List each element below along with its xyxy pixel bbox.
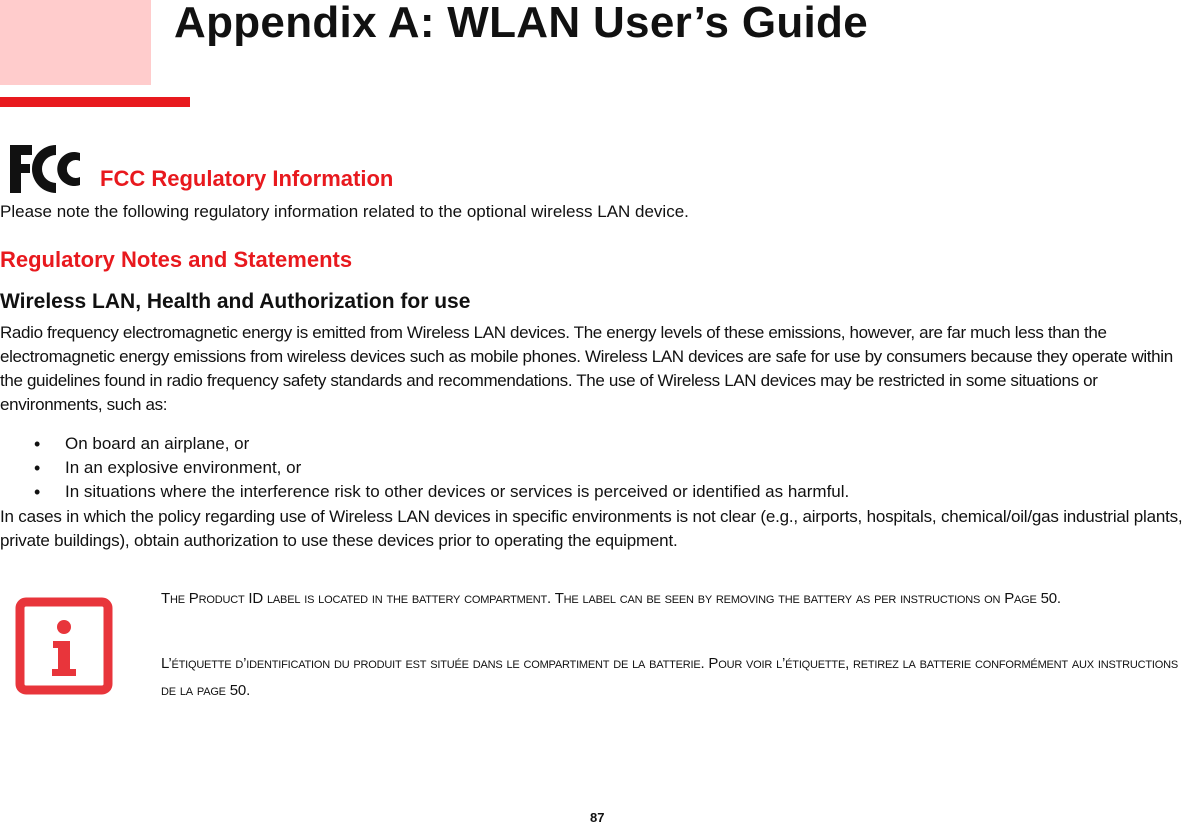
product-id-note-french: L’étiquette d’identification du produit est située dans le compartiment de la batterie. Pour voir l’étiquette, retirez la batterie conformément aux instructions de la page 50. bbox=[161, 655, 1178, 699]
restriction-list bbox=[0, 432, 849, 504]
list-item: • On board an airplane, or bbox=[0, 432, 849, 456]
list-item: • In situations where the interference risk to other devices or services is perceived or identified as harmful. bbox=[0, 480, 849, 504]
fcc-intro-text: Please note the following regulatory information related to the optional wireless LAN device. bbox=[0, 202, 689, 221]
page-title: Appendix A: WLAN User’s Guide bbox=[174, 0, 869, 47]
authorization-paragraph: In cases in which the policy regarding use of Wireless LAN devices in specific environments is not clear (e.g., airports, hospitals, chemical/oil/gas industrial plants, private buildings), obtain authorization to use these devices prior to operating the equipment. bbox=[0, 507, 1183, 550]
rf-energy-paragraph: Radio frequency electromagnetic energy is emitted from Wireless LAN devices. The energy levels of these emissions, however, are far much less than the electromagnetic energy emissions from wireless devices such as mobile phones. Wireless LAN devices are safe for use by consumers because they operate within the guidelines found in radio frequency safety standards and recommendations. The use of Wireless LAN devices may be restricted in some situations or environments, such as: bbox=[0, 323, 1173, 414]
product-id-note-english: The Product ID label is located in the battery compartment. The label can be seen by removing the battery as per instructions on Page 50. bbox=[161, 590, 1061, 607]
page-number: 87 bbox=[590, 810, 605, 825]
list-item: • In an explosive environment, or bbox=[0, 456, 849, 480]
fcc-logo-icon bbox=[8, 143, 88, 195]
regulatory-heading: Regulatory Notes and Statements bbox=[0, 247, 353, 272]
header-divider bbox=[0, 97, 190, 107]
fcc-heading: FCC Regulatory Information bbox=[100, 166, 394, 191]
header-color-block bbox=[0, 0, 151, 85]
info-icon bbox=[15, 597, 113, 695]
wlan-health-subheading: Wireless LAN, Health and Authorization for use bbox=[0, 290, 471, 313]
